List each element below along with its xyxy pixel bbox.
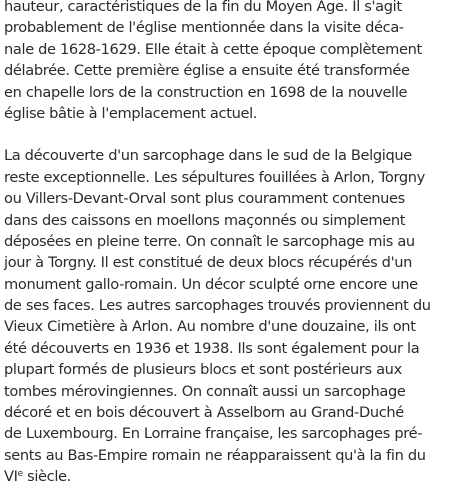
century-superscript: e bbox=[17, 469, 23, 480]
text-line: déposées en pleine terre. On connaît le sarcophage mis au bbox=[4, 232, 415, 250]
text-line: Vieux Cimetière à Arlon. Au nombre d'une douzaine, ils ont bbox=[4, 318, 416, 336]
text-line: église bâtie à l'emplacement actuel. bbox=[4, 104, 258, 122]
text-line: probablement de l'église mentionnée dans la visite déca- bbox=[4, 19, 404, 37]
text-line: nale de 1628-1629. Elle était à cette époque complètement bbox=[4, 40, 422, 58]
text-line: La découverte d'un sarcophage dans le sud de la Belgique bbox=[4, 147, 412, 165]
document-page bbox=[4, 0, 450, 486]
text-line: dans des caissons en moellons maçonnés ou simplement bbox=[4, 211, 406, 229]
text-line: sents au Bas-Empire romain ne réapparaissent qu'à la fin du bbox=[4, 446, 426, 464]
text-line: été découverts en 1936 et 1938. Ils sont également pour la bbox=[4, 339, 420, 357]
text-line: monument gallo-romain. Un décor sculpté orne encore une bbox=[4, 275, 418, 293]
century-roman: VI bbox=[4, 468, 18, 486]
text-line: de Luxembourg. En Lorraine française, les sarcophages pré- bbox=[4, 425, 423, 443]
text-line-last bbox=[4, 466, 450, 487]
text-line: de ses faces. Les autres sarcophages trouvés proviennent du bbox=[4, 297, 431, 315]
text-line: ou Villers-Devant-Orval sont plus couramment contenues bbox=[4, 190, 405, 208]
text-line: reste exceptionnelle. Les sépultures fouillées à Arlon, Torgny bbox=[4, 168, 425, 186]
text-line: hauteur, caractéristiques de la fin du Moyen Age. Il s'agit bbox=[4, 0, 402, 15]
text-line: délabrée. Cette première église a ensuite été transformée bbox=[4, 62, 410, 80]
paragraph-church-history bbox=[4, 0, 450, 124]
paragraph-sarcophagus bbox=[4, 145, 450, 487]
text-line: tombes mérovingiennes. On connaît aussi un sarcophage bbox=[4, 382, 406, 400]
text-line: décoré et en bois découvert à Asselborn au Grand-Duché bbox=[4, 404, 404, 422]
text-line: plupart formés de plusieurs blocs et sont postérieurs aux bbox=[4, 361, 402, 379]
text-line: jour à Torgny. Il est constitué de deux blocs récupérés d'un bbox=[4, 254, 413, 272]
century-rest: siècle. bbox=[22, 468, 71, 486]
text-line: en chapelle lors de la construction en 1698 de la nouvelle bbox=[4, 83, 408, 101]
